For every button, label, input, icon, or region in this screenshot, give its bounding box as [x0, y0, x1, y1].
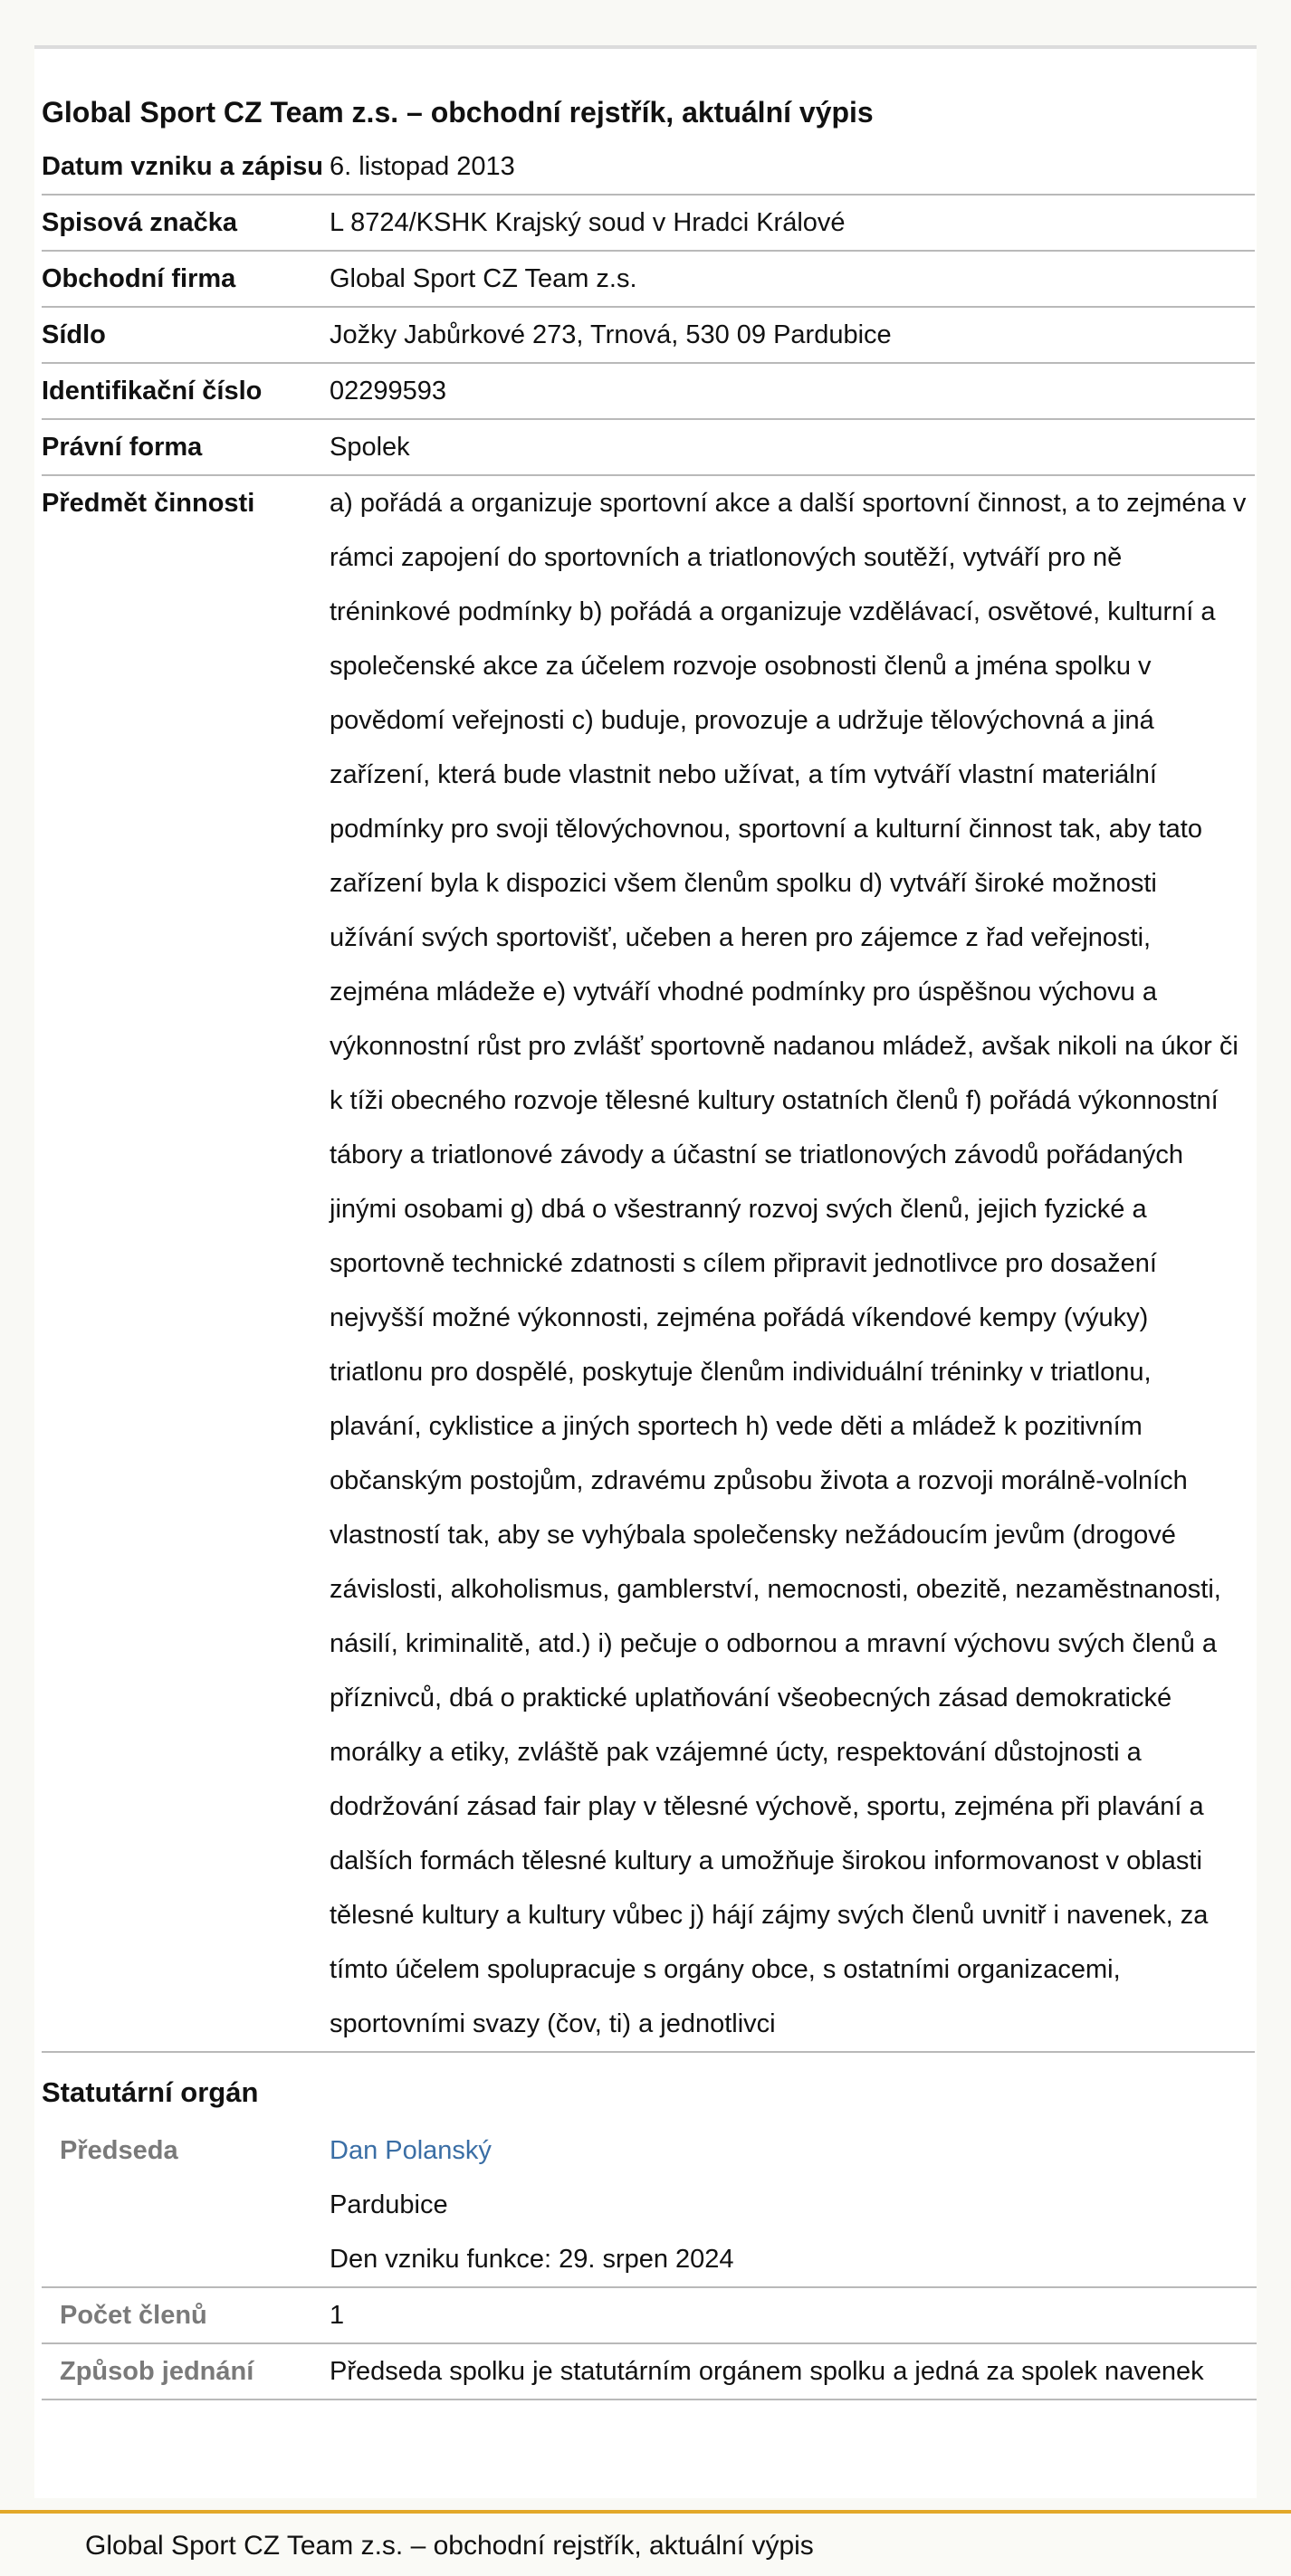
row-value: Spolek — [330, 433, 410, 462]
chair-since: Den vzniku funkce: 29. srpen 2024 — [330, 2245, 734, 2274]
conduct-label: Způsob jednání — [60, 2357, 254, 2386]
row-label: Právní forma — [42, 433, 203, 462]
row-value: Global Sport CZ Team z.s. — [330, 264, 637, 293]
row-chair — [42, 2123, 1257, 2288]
row-label: Identifikační číslo — [42, 377, 263, 405]
row-label: Předmět činnosti — [42, 489, 255, 518]
row-value: a) pořádá a organizuje sportovní akce a další sportovní činnost, a to zejména v rámci zapojení do sportovních a triatlonových soutěží, vytváří pro ně tréninkové podmínky b) pořádá a organizuje vzdělávací, osvětové, kulturní a společenské akce za účelem rozvoje osobnosti členů a jména spolku v povědomí veřejnosti c) buduje, provozuje a udržuje tělovýchovná a jiná zařízení, která bude vlastnit nebo užívat, a tím vytváří vlastní materiální podmínky pro svoji tělovýchovnou, sportovní a kulturní činnost tak, aby tato zařízení byla k dispozici všem členům spolku d) vytváří široké možnosti užívání svých sportovišť, učeben a heren pro zájemce z řad veřejnosti, zejména mládeže e) vytváří vhodné podmínky pro úspěšnou výchovu a výkonnostní růst pro zvlášť sportovně nadanou mládež, avšak nikoli na úkor či k tíži obecného rozvoje tělesné kultury ostatních členů f) pořádá výkonnostní tábory a triatlonové závody a účastní se triatlonových závodů pořádaných jinými osobami g) dbá o všestranný rozvoj svých členů, jejich fyzické a sportovně technické zdatnosti s cílem připravit jednotlivce pro dosažení nejvyšší možné výkonnosti, zejména pořádá víkendové kempy (výuky) triatlonu pro dospělé, poskytuje členům individuální tréninky v triatlonu, plavání, cyklistice a jiných sportech h) vede děti a mládež k pozitivním občanským postojům, zdravému způsobu života a rozvoji morálně-volních vlastností tak, aby se vyhýbala společensky nežádoucím jevům (drogové závislosti, alkoholismus, gamblerství, nemocnosti, obezitě, nezaměstnanosti, násilí, kriminalitě, atd.) i) pečuje o odbornou a mravní výchovu svých členů a příznivců, dbá o praktické uplatňování všeobecných zásad demokratické morálky a etiky, zvláště pak vzájemné úcty, respektování důstojnosti a dodržování zásad fair play v tělesné výchově, sportu, zejména při plavání a dalších formách tělesné kultury a umožňuje širokou informovanost v oblasti tělesné kultury a kultury vůbec j) hájí zájmy svých členů uvnitř i navenek, za tímto účelem spolupracuje s orgány obce, s ostatními organizacemi, sportovními svazy (čov, ti) a jednotlivci — [330, 489, 1247, 2038]
register-extract-card — [34, 45, 1257, 2498]
chair-name-line — [330, 2123, 1249, 2178]
page-title: Global Sport CZ Team z.s. – obchodní rejstřík, aktuální výpis — [42, 96, 874, 129]
row-label: Datum vzniku a zápisu — [42, 152, 324, 181]
chair-details — [330, 2123, 1257, 2286]
page-footer — [0, 2510, 1291, 2576]
chair-city: Pardubice — [330, 2190, 448, 2219]
row-value: L 8724/KSHK Krajský soud v Hradci Králové — [330, 208, 846, 237]
row-member-count — [42, 2288, 1257, 2344]
conduct-value: Předseda spolku je statutárním orgánem spolku a jedná za spolek navenek — [330, 2357, 1204, 2386]
row-label: Spisová značka — [42, 208, 237, 237]
row-label: Obchodní firma — [42, 264, 236, 293]
members-label: Počet členů — [60, 2301, 207, 2330]
chair-label: Předseda — [60, 2136, 178, 2165]
card-inner — [34, 49, 1257, 2400]
footer-text: Global Sport CZ Team z.s. – obchodní rejstřík, aktuální výpis — [85, 2531, 814, 2561]
row-company-name — [42, 252, 1255, 308]
row-business-activity — [42, 476, 1255, 2053]
row-address — [42, 308, 1255, 364]
members-value: 1 — [330, 2301, 345, 2330]
row-file-number — [42, 196, 1255, 252]
row-legal-form — [42, 420, 1255, 476]
register-table — [42, 139, 1255, 2053]
statutory-heading: Statutární orgán — [42, 2076, 259, 2108]
row-conduct — [42, 2344, 1257, 2400]
row-label: Sídlo — [42, 320, 106, 349]
row-id-number — [42, 364, 1255, 420]
chair-name-link[interactable]: Dan Polanský — [330, 2136, 492, 2165]
row-date-founded — [42, 139, 1255, 196]
row-value: Jožky Jabůrkové 273, Trnová, 530 09 Pardubice — [330, 320, 892, 349]
row-value: 6. listopad 2013 — [330, 152, 515, 181]
row-value: 02299593 — [330, 377, 447, 405]
